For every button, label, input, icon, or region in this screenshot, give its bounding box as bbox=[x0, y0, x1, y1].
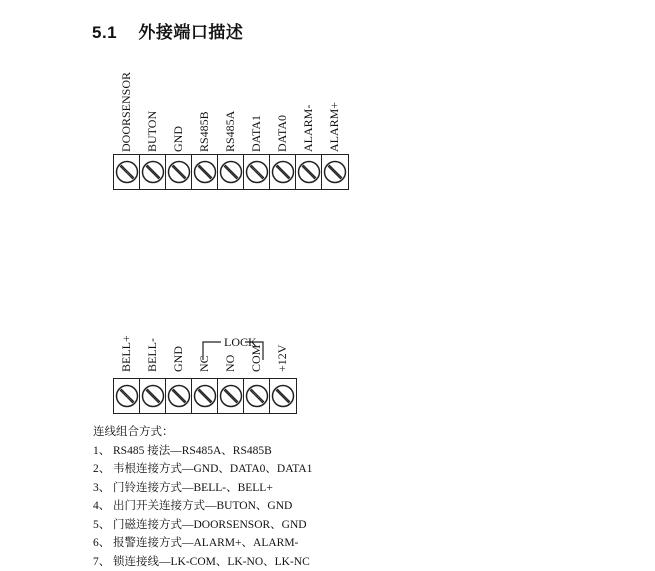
section-heading bbox=[92, 18, 243, 43]
terminal-label-nc: NC bbox=[197, 324, 211, 372]
notes-title: 连线组合方式： bbox=[93, 423, 312, 442]
screw-terminal bbox=[114, 155, 140, 189]
terminal-label-rs485b: RS485B bbox=[197, 72, 211, 152]
terminal-label-gnd: GND bbox=[171, 72, 185, 152]
note-item: 7、 锁连接线—LK-COM、LK-NO、LK-NC bbox=[93, 553, 312, 571]
screw-terminal bbox=[140, 379, 166, 413]
bottom-terminal-strip bbox=[113, 378, 297, 414]
note-item: 2、 韦根连接方式—GND、DATA0、DATA1 bbox=[93, 460, 312, 479]
screw-terminal bbox=[270, 155, 296, 189]
terminal-label-alarm-minus: ALARM- bbox=[301, 72, 315, 152]
screw-terminal bbox=[114, 379, 140, 413]
terminal-label-com: COM bbox=[249, 324, 263, 372]
note-item: 1、 RS485 接法—RS485A、RS485B bbox=[93, 442, 312, 461]
screw-terminal bbox=[166, 379, 192, 413]
terminal-label-bell-minus: BELL- bbox=[145, 324, 159, 372]
section-number: 5.1 bbox=[92, 23, 117, 42]
bottom-connector-diagram bbox=[111, 318, 331, 418]
screw-terminal bbox=[218, 155, 244, 189]
lock-group-label: LOCK bbox=[224, 335, 257, 349]
terminal-label-bell-plus: BELL+ bbox=[119, 324, 133, 372]
screw-terminal bbox=[244, 379, 270, 413]
note-item: 3、 门铃连接方式—BELL-、BELL+ bbox=[93, 479, 312, 498]
note-item: 4、 出门开关连接方式—BUTON、GND bbox=[93, 497, 312, 516]
note-item: 5、 门磁连接方式—DOORSENSOR、GND bbox=[93, 516, 312, 535]
terminal-label-gnd: GND bbox=[171, 324, 185, 372]
terminal-label-alarm-plus: ALARM+ bbox=[327, 72, 341, 152]
top-connector-diagram bbox=[111, 66, 356, 206]
screw-terminal bbox=[244, 155, 270, 189]
screw-terminal bbox=[192, 155, 218, 189]
note-item: 6、 报警连接方式—ALARM+、ALARM- bbox=[93, 534, 312, 553]
terminal-label-doorsensor: DOORSENSOR bbox=[119, 72, 133, 152]
screw-terminal bbox=[140, 155, 166, 189]
terminal-label-data0: DATA0 bbox=[275, 72, 289, 152]
terminal-label-rs485a: RS485A bbox=[223, 72, 237, 152]
wiring-notes bbox=[93, 423, 312, 571]
terminal-label-data1: DATA1 bbox=[249, 72, 263, 152]
section-title: 外接端口描述 bbox=[138, 23, 243, 42]
screw-terminal bbox=[270, 379, 296, 413]
terminal-label-buton: BUTON bbox=[145, 72, 159, 152]
screw-terminal bbox=[166, 155, 192, 189]
screw-terminal bbox=[322, 155, 348, 189]
screw-terminal bbox=[218, 379, 244, 413]
screw-terminal bbox=[296, 155, 322, 189]
top-terminal-strip bbox=[113, 154, 349, 190]
terminal-label-12v: +12V bbox=[275, 324, 289, 372]
screw-terminal bbox=[192, 379, 218, 413]
terminal-label-no: NO bbox=[223, 324, 237, 372]
